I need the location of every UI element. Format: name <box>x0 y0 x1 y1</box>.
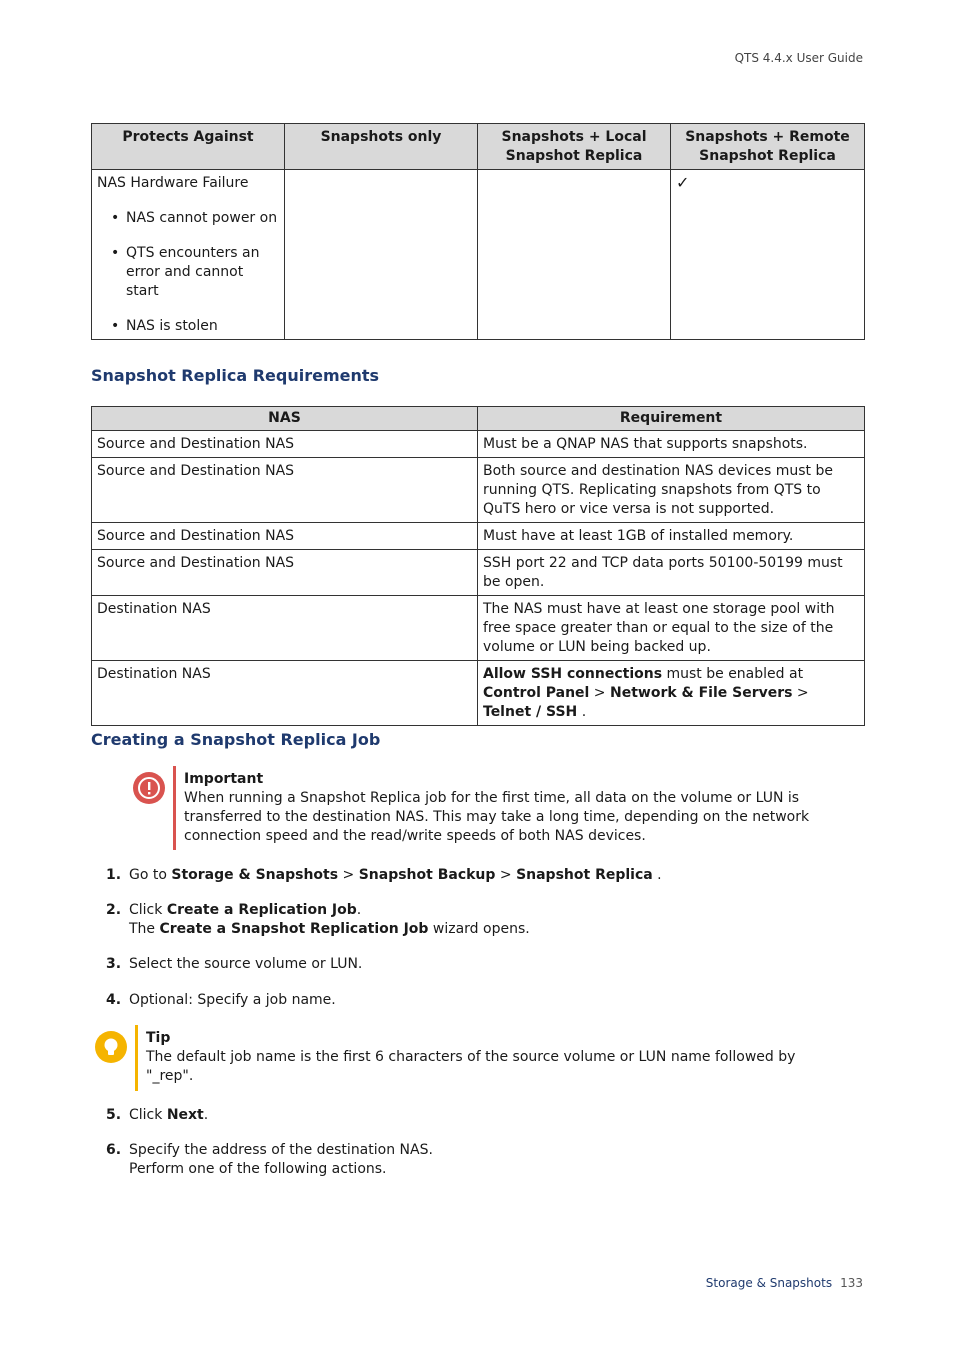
local-replica-cell <box>478 170 671 340</box>
tip-title: Tip <box>146 1030 171 1046</box>
table-row <box>92 661 865 726</box>
step-text: Click Create a Replication Job. The Create a Snapshot Replication Job wizard opens. <box>129 902 530 937</box>
requirement-cell: The NAS must have at least one storage pool with free space greater than or equal to the size of the volume or LUN being backed up. <box>478 596 865 661</box>
nas-cell: Source and Destination NAS <box>92 523 478 550</box>
col-header-nas: NAS <box>92 407 478 431</box>
step-number: 1. <box>106 867 122 883</box>
important-text: When running a Snapshot Replica job for the first time, all data on the volume or LUN is transferred to the destination NAS. This may take a long time, depending on the network connection speed and the read/write speeds of both NAS devices. <box>184 790 810 844</box>
requirement-cell: Both source and destination NAS devices must be running QTS. Replicating snapshots from QTS to QuTS hero or vice versa is not supported. <box>478 458 865 523</box>
step-number: 3. <box>106 956 122 972</box>
failure-title: NAS Hardware Failure <box>97 175 249 191</box>
important-icon <box>133 772 165 804</box>
table-row <box>92 170 865 340</box>
nas-cell: Destination NAS <box>92 661 478 726</box>
snapshots-only-cell <box>285 170 478 340</box>
col-header-local-replica: Snapshots + Local Snapshot Replica <box>478 124 671 170</box>
important-title: Important <box>184 771 264 787</box>
tip-note <box>95 1025 835 1091</box>
step-text: Go to Storage & Snapshots > Snapshot Backup > Snapshot Replica . <box>129 867 662 883</box>
list-item: • QTS encounters an error and cannot start <box>97 244 279 301</box>
col-header-protects-against: Protects Against <box>92 124 285 170</box>
step-number: 5. <box>106 1107 122 1123</box>
nas-cell: Destination NAS <box>92 596 478 661</box>
section-heading-requirements: Snapshot Replica Requirements <box>91 366 380 385</box>
list-item: • NAS cannot power on <box>97 209 279 228</box>
failure-list <box>97 209 279 336</box>
protects-against-cell <box>92 170 285 340</box>
footer-section: Storage & Snapshots <box>705 1276 833 1290</box>
col-header-snapshots-only: Snapshots only <box>285 124 478 170</box>
checkmark-icon: ✓ <box>676 173 690 192</box>
remote-replica-cell <box>671 170 865 340</box>
step-number: 4. <box>106 992 122 1008</box>
lightbulb-icon <box>95 1031 127 1063</box>
requirement-cell: Must have at least 1GB of installed memory. <box>478 523 865 550</box>
col-header-remote-replica: Snapshots + Remote Snapshot Replica <box>671 124 865 170</box>
table-row <box>92 458 865 523</box>
table-row <box>92 431 865 458</box>
step-text: Click Next. <box>129 1107 209 1123</box>
nas-cell: Source and Destination NAS <box>92 431 478 458</box>
important-bar <box>173 766 176 850</box>
list-item: • NAS is stolen <box>97 317 279 336</box>
page-footer <box>706 1276 863 1290</box>
step-number: 2. <box>106 902 122 918</box>
running-header: QTS 4.4.x User Guide <box>734 51 863 65</box>
table-row <box>92 596 865 661</box>
protection-table <box>91 123 865 340</box>
table-row <box>92 550 865 596</box>
nas-cell: Source and Destination NAS <box>92 550 478 596</box>
requirement-cell: Must be a QNAP NAS that supports snapshots. <box>478 431 865 458</box>
important-note <box>133 766 853 850</box>
nas-cell: Source and Destination NAS <box>92 458 478 523</box>
tip-bar <box>135 1025 138 1091</box>
step-text: Specify the address of the destination NAS. Perform one of the following actions. <box>129 1142 433 1177</box>
col-header-requirement: Requirement <box>478 407 865 431</box>
requirements-table <box>91 406 865 726</box>
step-text: Select the source volume or LUN. <box>129 956 363 972</box>
section-heading-creating: Creating a Snapshot Replica Job <box>91 730 381 749</box>
step-number: 6. <box>106 1142 122 1158</box>
page-number: 133 <box>840 1276 863 1290</box>
requirement-cell: Allow SSH connections must be enabled at Control Panel > Network & File Servers > Telnet / SSH . <box>478 661 865 726</box>
step-text: Optional: Specify a job name. <box>129 992 336 1008</box>
requirement-cell: SSH port 22 and TCP data ports 50100-50199 must be open. <box>478 550 865 596</box>
table-row <box>92 523 865 550</box>
tip-text: The default job name is the first 6 characters of the source volume or LUN name followed by "_rep". <box>146 1049 796 1084</box>
